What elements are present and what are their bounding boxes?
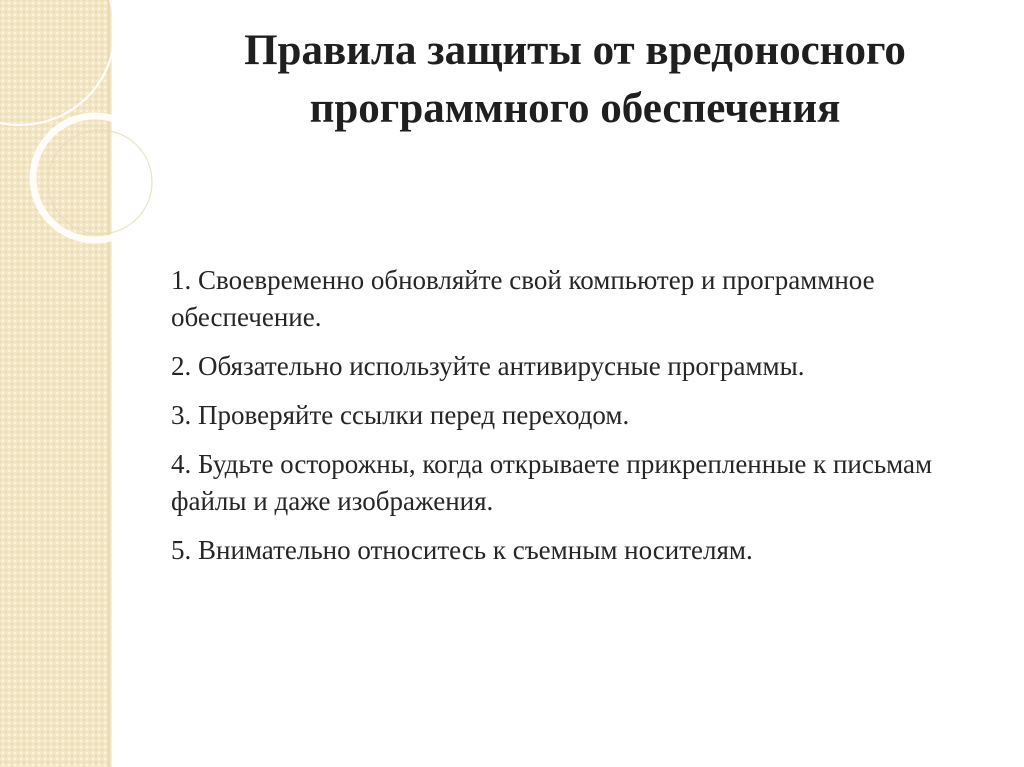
rule-item-2: 2. Обязательно используйте антивирусные программы. [171, 351, 805, 381]
rules-list [171, 262, 1001, 581]
rule-item-3: 3. Проверяйте ссылки перед переходом. [171, 400, 630, 430]
rule-item-5: 5. Внимательно относитесь к съемным носителям. [171, 535, 753, 565]
rule-item-4: 4. Будьте осторожны, когда открываете прикрепленные к письмам файлы и даже изображения. [171, 449, 933, 516]
slide-title-line-2: программного обеспечения [309, 85, 841, 132]
decorative-circles-icon [0, 0, 140, 260]
rule-item-1: 1. Своевременно обновляйте свой компьютер и программное обеспечение. [171, 265, 875, 332]
decorative-circle-medium [33, 116, 157, 240]
decorative-circle-small [48, 130, 152, 234]
slide-title-line-1: Правила защиты от вредоносного [244, 27, 906, 74]
decorative-circle-large [0, 0, 115, 125]
slide-title [150, 22, 1000, 138]
